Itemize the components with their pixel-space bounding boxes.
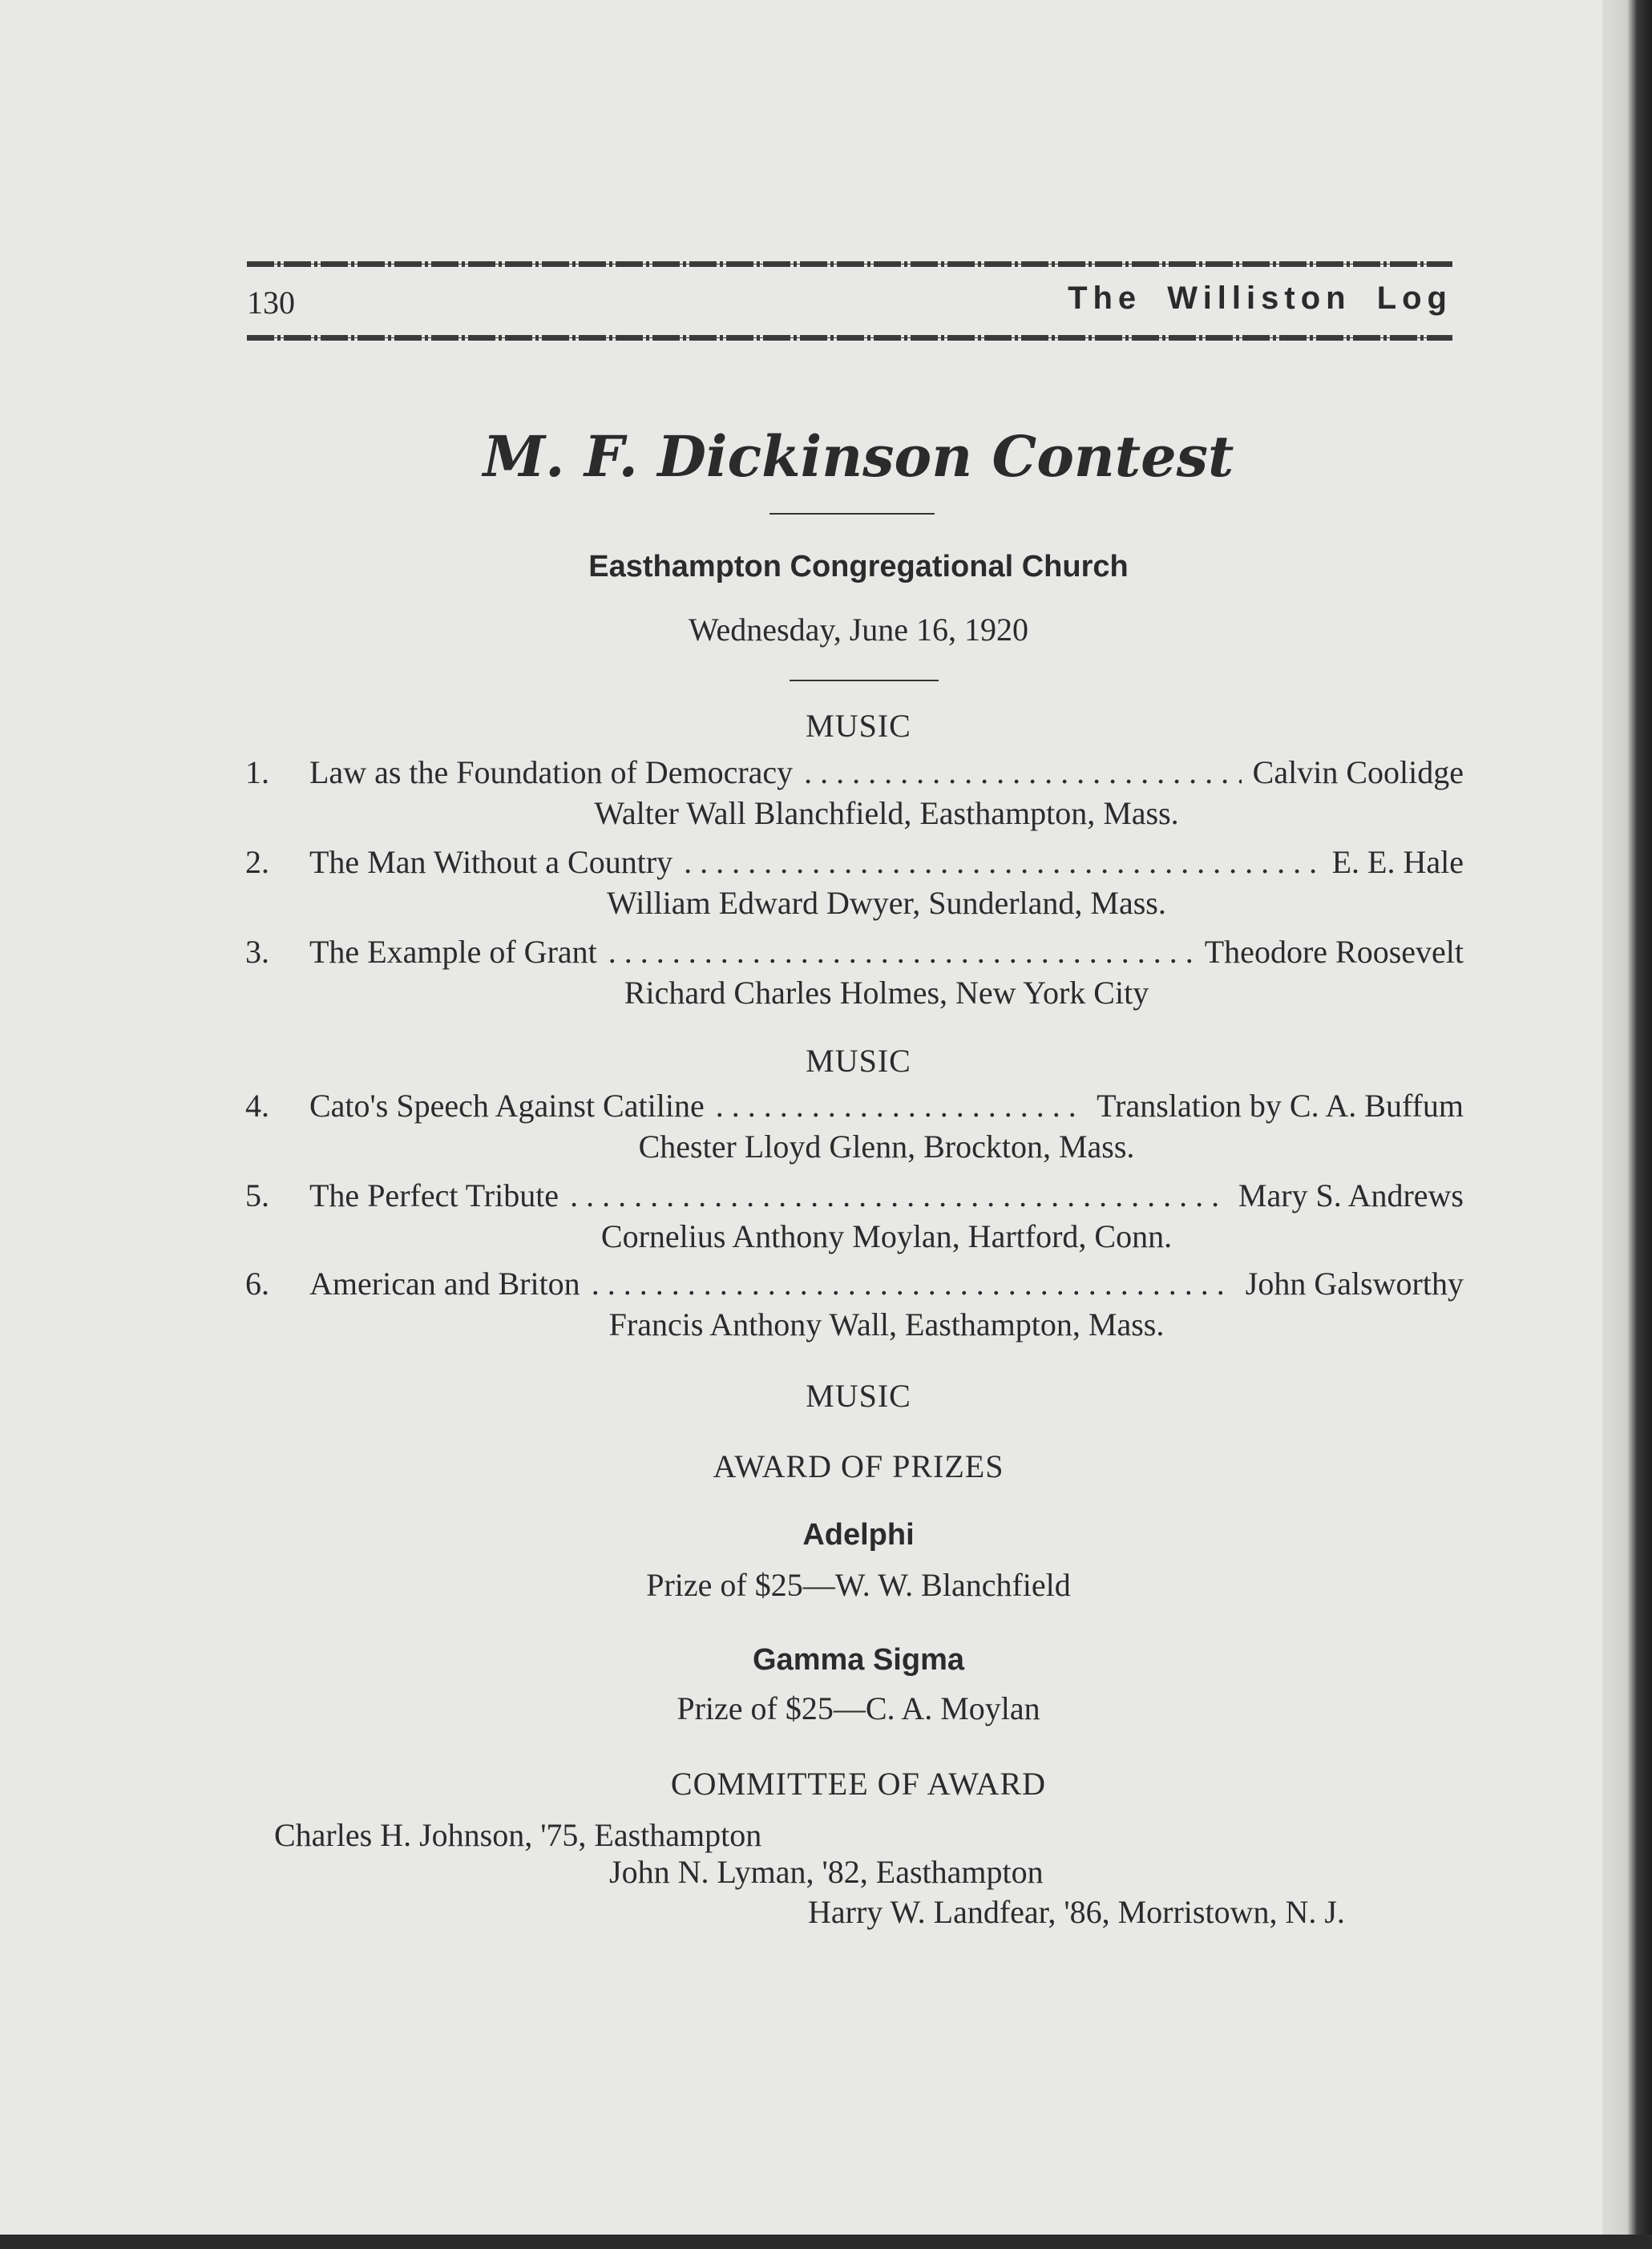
music-interlude: MUSIC [806, 1378, 911, 1414]
title-divider [769, 513, 935, 515]
item-work: American and Briton [309, 1266, 580, 1302]
book-spine-edge [1602, 0, 1652, 2249]
leader-dots [592, 1265, 1234, 1302]
item-speaker: Richard Charles Holmes, New York City [624, 975, 1149, 1011]
item-speaker: Cornelius Anthony Moylan, Hartford, Conn. [600, 1218, 1173, 1254]
event-date: Wednesday, June 16, 1920 [688, 612, 1029, 648]
item-number: 3. [245, 934, 269, 970]
item-number: 4. [245, 1088, 269, 1124]
leader-dots [804, 753, 1242, 791]
leader-dots [716, 1087, 1085, 1124]
item-speaker: Chester Lloyd Glenn, Brockton, Mass. [638, 1129, 1135, 1165]
leader-dots [608, 933, 1194, 971]
item-author: John Galsworthy [1245, 1266, 1464, 1302]
item-work: The Perfect Tribute [309, 1177, 559, 1213]
item-work: Cato's Speech Against Catiline [309, 1088, 705, 1124]
prize-society: Adelphi [802, 1518, 915, 1552]
program-item [245, 1177, 1464, 1255]
item-number: 5. [245, 1177, 269, 1213]
item-author: E. E. Hale [1331, 844, 1464, 880]
item-speaker: Francis Anthony Wall, Easthampton, Mass. [608, 1306, 1165, 1343]
item-number: 6. [245, 1266, 269, 1302]
leader-dots [570, 1177, 1227, 1214]
venue: Easthampton Congregational Church [588, 550, 1129, 583]
item-speaker: Walter Wall Blanchfield, Easthampton, Mass. [594, 795, 1179, 831]
page-title: M. F. Dickinson Contest [483, 423, 1234, 490]
leader-dots [684, 843, 1320, 881]
date-divider [790, 680, 939, 681]
award-heading: AWARD OF PRIZES [713, 1448, 1004, 1484]
item-work: The Example of Grant [309, 934, 597, 970]
page-number: 130 [247, 285, 295, 321]
item-author: Theodore Roosevelt [1204, 934, 1464, 970]
program-item [245, 1087, 1464, 1165]
music-interlude: MUSIC [806, 708, 911, 744]
item-author: Mary S. Andrews [1238, 1177, 1464, 1213]
header-rule-top [247, 261, 1452, 267]
program-item [245, 1265, 1464, 1343]
item-number: 2. [245, 844, 269, 880]
item-author: Translation by C. A. Buffum [1097, 1088, 1464, 1124]
program-item [245, 753, 1464, 832]
item-number: 1. [245, 754, 269, 790]
item-author: Calvin Coolidge [1252, 754, 1464, 790]
header-rule-bottom [247, 335, 1452, 341]
program-item [245, 843, 1464, 922]
program-item [245, 933, 1464, 1011]
committee-member: Charles H. Johnson, '75, Easthampton [274, 1817, 762, 1853]
music-interlude: MUSIC [806, 1043, 911, 1079]
prize-text: Prize of $25—W. W. Blanchfield [646, 1567, 1071, 1603]
item-speaker: William Edward Dwyer, Sunderland, Mass. [607, 885, 1166, 921]
running-title: The Williston Log [1068, 281, 1452, 316]
prize-text: Prize of $25—C. A. Moylan [677, 1690, 1040, 1726]
committee-heading: COMMITTEE OF AWARD [670, 1766, 1047, 1802]
item-work: The Man Without a Country [309, 844, 673, 880]
scan-bottom-edge [0, 2235, 1652, 2249]
prize-society: Gamma Sigma [753, 1643, 964, 1677]
committee-member: Harry W. Landfear, '86, Morristown, N. J. [808, 1894, 1345, 1930]
committee-member: John N. Lyman, '82, Easthampton [609, 1854, 1044, 1890]
item-work: Law as the Foundation of Democracy [309, 754, 794, 790]
